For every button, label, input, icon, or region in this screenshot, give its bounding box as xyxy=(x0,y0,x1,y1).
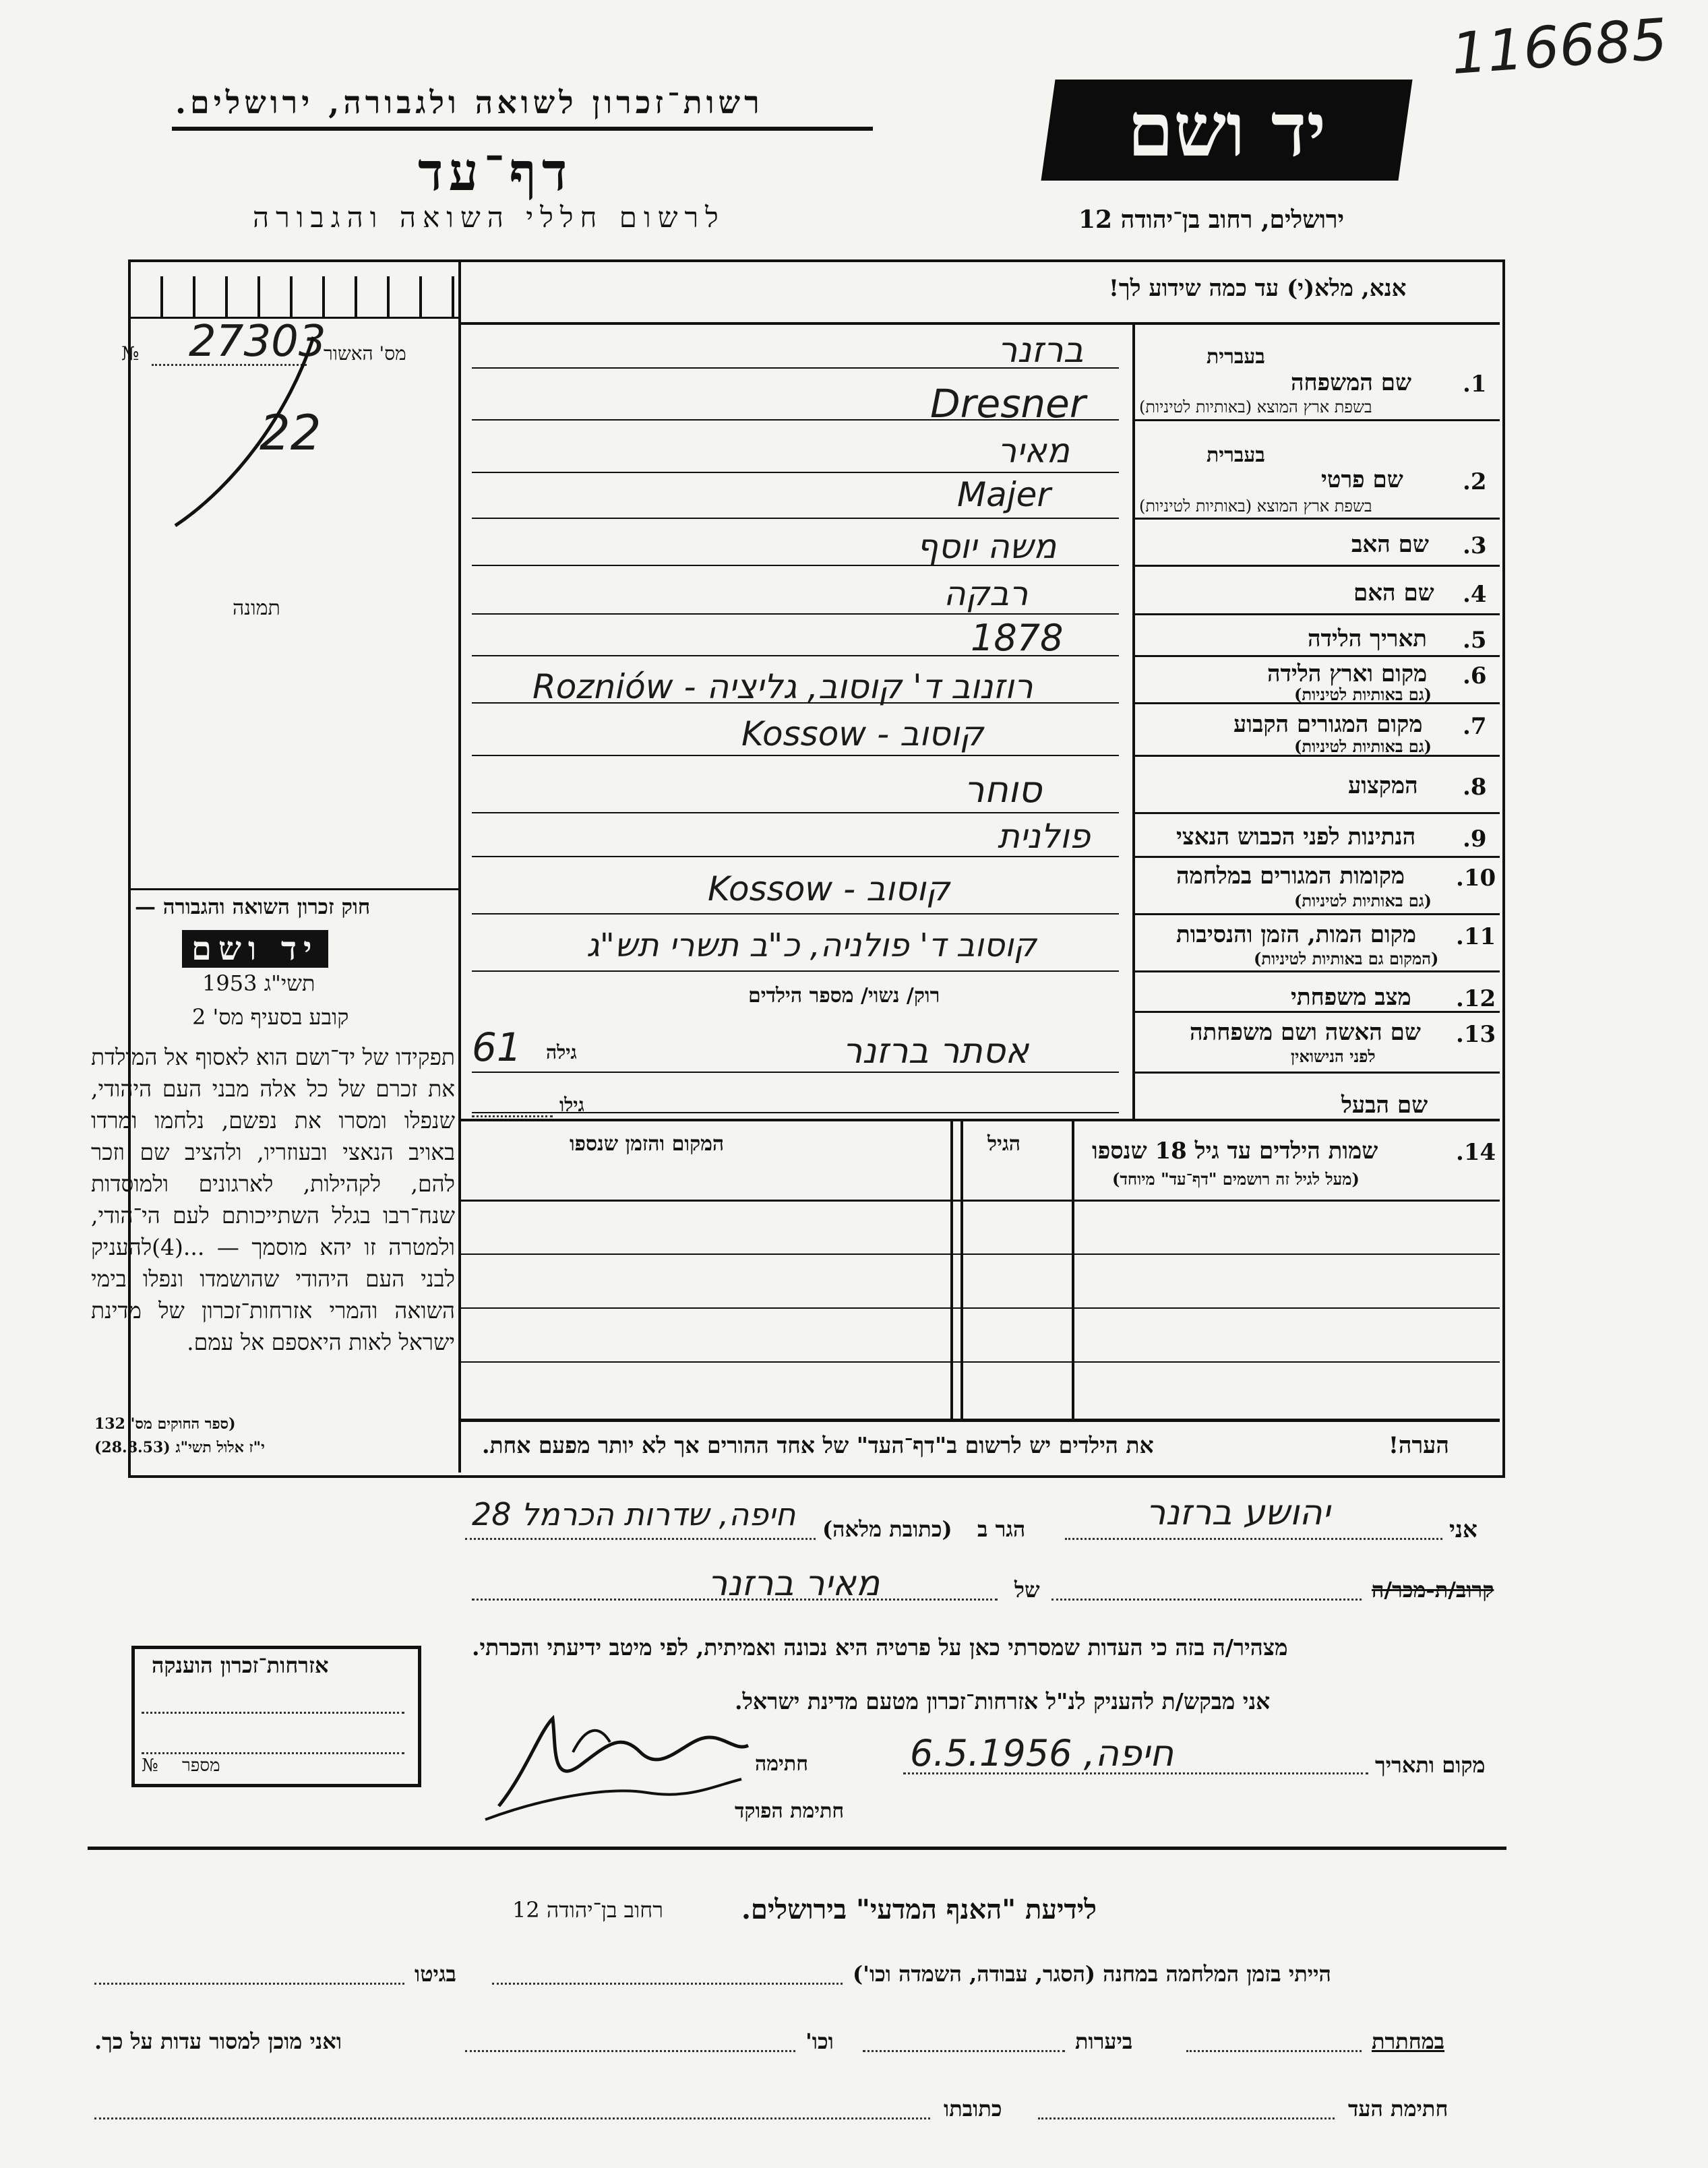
field-7-number: 7. xyxy=(1463,713,1487,740)
authority-title: רשות־זכרון לשואה ולגבורה, ירושלים. xyxy=(175,84,764,121)
field-13-label: שם האשה ושם משפחתה xyxy=(1190,1019,1421,1046)
law-ref-2: י"ז אלול תשי"ג (28.8.53) xyxy=(94,1439,265,1456)
field-1-label: שם המשפחה xyxy=(1291,369,1412,396)
field-6-label: מקום וארץ הלידה xyxy=(1267,660,1428,687)
relation-value: מאיר ברזנר xyxy=(708,1563,880,1604)
footer-line1-b: בגיטו xyxy=(415,1961,456,1987)
tear-strip xyxy=(131,276,458,317)
footer-line2-b: ביערות xyxy=(1075,2028,1133,2054)
authority-underline xyxy=(172,127,873,131)
field-1-sublabel: בעברית xyxy=(1207,345,1265,369)
left-column-divider xyxy=(458,259,461,1473)
relation-label: קרוב/ת-מכר/ה xyxy=(1372,1577,1494,1603)
field-13-age-value: 61 xyxy=(472,1024,522,1070)
field-10-label: מקומות המגורים במלחמה xyxy=(1176,863,1405,890)
law-text: תפקידו של יד־ושם הוא לאסוף אל המולדת את זכרם של כל אלה מבני העם היהודי, שנפלו ומסרו את נפשם, נלחמו ומרדו באויב הנאצי ובעוזריו, ולהציב שם וזכר להם, לקהילות, לארגונים ולמוסדות שנח־רבו בגלל השתייכותם לעם הי־הודי, ולמטרה זו יהא מוסמך — ...(4)להעניק לבני העם היהודי שהושמדו ונפלו בימי השואה והמרי אזרחות־זכרון של מדינת ישראל לאות היאספם אל עמם. xyxy=(91,1044,455,1355)
field-6-sublabel: (גם באותיות לטיניות) xyxy=(1294,685,1432,704)
field-2-number: 2. xyxy=(1463,468,1487,495)
field-12-number: 12. xyxy=(1456,985,1496,1012)
place-date-value: חיפה, 6.5.1956 xyxy=(910,1732,1174,1774)
note-text: את הילדים יש לרשום ב"דף־העד" של אחד ההורים אך לא יותר מפעם אחת. xyxy=(482,1432,1154,1458)
declaration-statement: מצהיר/ה בזה כי העדות שמסרתי כאן על פרטיה היא נכונה ואמיתית, לפי מיטב ידיעתי והכרתי. xyxy=(472,1634,1288,1661)
officer-signature-label: חתימת הפוקד xyxy=(735,1799,845,1823)
declarant-name: יהושע ברזנר xyxy=(1146,1493,1331,1533)
field-6-number: 6. xyxy=(1463,662,1487,689)
field-7-sublabel: (גם באותיות לטיניות) xyxy=(1294,737,1432,756)
field-11-value: קוסוב ד' פולניה, כ"ב תשרי תש"ג xyxy=(586,927,1037,964)
approval-number: 27303 xyxy=(189,317,326,367)
approval-no-symbol: № xyxy=(121,342,140,365)
field-10-number: 10. xyxy=(1456,865,1496,892)
field-13-age-label: גילה xyxy=(546,1041,577,1063)
footer-line2-a: במחתרת xyxy=(1372,2028,1445,2054)
declaration-i-label: אני xyxy=(1449,1516,1477,1543)
children-sublabel: (מעל לגיל זה רושמים "דף־עד" מיוחד) xyxy=(1112,1169,1360,1189)
field-9-number: 9. xyxy=(1463,826,1487,853)
field-1-sublabel-2: בשפת ארץ המוצא (באותיות לטיניות) xyxy=(1139,398,1372,416)
field-13-sublabel: לפני הנישואין xyxy=(1291,1047,1376,1066)
resides-label: הגר ב xyxy=(977,1516,1026,1542)
declarant-signature xyxy=(472,1705,755,1826)
field-1-value-latin: Dresner xyxy=(930,381,1086,427)
footer-title: לידיעת "האנף המדעי" בירושלים. xyxy=(741,1894,1097,1925)
field-1-value-hebrew: ברזנר xyxy=(998,330,1084,371)
field-10-sublabel: (גם באותיות לטיניות) xyxy=(1294,891,1432,910)
field-4-label: שם האם xyxy=(1353,580,1434,607)
yad-vashem-logo xyxy=(1041,80,1412,181)
form-subtitle: לרשום חללי השואה והגבורה xyxy=(253,201,725,234)
logo-text: יד ושם xyxy=(1127,86,1326,173)
footer-line3-a: חתימת העד xyxy=(1348,2096,1448,2121)
field-5-number: 5. xyxy=(1463,627,1487,654)
husband-label: שם הבעל xyxy=(1341,1092,1428,1119)
place-date-label: מקום ותאריך xyxy=(1375,1752,1486,1778)
field-8-value: סוחר xyxy=(964,768,1042,811)
field-2-sublabel: בעברית xyxy=(1207,443,1265,467)
photo-label: תמונה xyxy=(233,596,280,620)
footer-line3-b: כתובתו xyxy=(944,2096,1002,2121)
field-3-number: 3. xyxy=(1463,532,1487,559)
field-13-value: אסתר ברזנר xyxy=(843,1031,1029,1072)
field-10-value: קוסוב - Kossow xyxy=(708,869,950,908)
field-5-value: 1878 xyxy=(971,617,1064,659)
field-1-number: 1. xyxy=(1463,371,1487,398)
archive-number: 116685 xyxy=(1449,5,1670,88)
field-9-value: פולנית xyxy=(998,817,1091,856)
field-14-number: 14. xyxy=(1456,1139,1496,1166)
footer-address: רחוב בן־יהודה 12 xyxy=(512,1897,663,1923)
children-col-age: הגיל xyxy=(987,1132,1021,1156)
law-title: חוק זכרון השואה והגבורה — xyxy=(135,895,371,919)
field-11-sublabel: (המקום גם באותיות לטיניות) xyxy=(1254,949,1439,968)
law-section: קובע בסעיף מס' 2 xyxy=(192,1004,349,1030)
field-9-label: הנתינות לפני הכבוש הנאצי xyxy=(1176,824,1416,850)
of-label: של xyxy=(1014,1577,1040,1603)
footer-line2-c: וכו' xyxy=(805,2028,834,2054)
law-year: תשי"ג 1953 xyxy=(202,970,315,996)
field-7-value: קוסוב - Kossow xyxy=(741,714,984,753)
field-3-value: משה יוסף xyxy=(917,527,1057,566)
form-title: דף־עד xyxy=(418,142,573,203)
approval-note: 22 xyxy=(260,404,322,461)
field-2-label: שם פרטי xyxy=(1321,466,1403,493)
law-logo: יד ושם xyxy=(182,930,328,968)
full-address-label: (כתובת מלאה) xyxy=(822,1516,952,1542)
field-11-label: מקום המות, הזמן והנסיבות xyxy=(1176,921,1417,948)
approval-label: מס' האשור xyxy=(324,342,406,365)
field-2-value-hebrew: מאיר xyxy=(998,431,1070,470)
citizenship-number-label: מספר xyxy=(182,1756,220,1776)
note-label: הערה! xyxy=(1389,1432,1449,1459)
intro-text: אנא, מלא(י) עד כמה שידוע לך! xyxy=(1109,275,1407,302)
law-ref-1: (ספר החוקים מס' 132 xyxy=(94,1415,236,1433)
signature-label: חתימה xyxy=(755,1752,808,1776)
children-col-place-time: המקום והזמן שנספו xyxy=(570,1132,725,1156)
field-13-number: 13. xyxy=(1456,1021,1496,1048)
declarant-address: חיפה, שדרות הכרמל 28 xyxy=(472,1496,796,1532)
address: ירושלים, רחוב בן־יהודה 12 xyxy=(1078,206,1345,234)
field-3-label: שם האב xyxy=(1351,531,1429,558)
field-4-value: רבקה xyxy=(944,574,1029,613)
footer-line1-a: הייתי בזמן המלחמה במחנה (הסגר, עבודה, השמדה וכו') xyxy=(853,1961,1331,1987)
children-label: שמות הילדים עד גיל 18 שנספו xyxy=(1092,1138,1378,1165)
citizenship-number-symbol: № xyxy=(142,1756,158,1776)
field-5-label: תאריך הלידה xyxy=(1308,625,1428,652)
declaration-request: אני מבקש/ת להעניק לנ"ל אזרחות־זכרון מטעם מדינת ישראל. xyxy=(735,1688,1271,1714)
field-6-value: רוזנוב ד' קוסוב, גליציה - Rozniów xyxy=(532,667,1033,706)
field-8-label: המקצוע xyxy=(1348,772,1418,799)
field-11-number: 11. xyxy=(1456,923,1496,950)
fields-label-divider xyxy=(1132,322,1135,1119)
field-12-options: רוק/ נשוי/ מספר הילדים xyxy=(748,984,940,1008)
field-4-number: 4. xyxy=(1463,581,1487,608)
footer-line2-d: ואני מוכן למסור עדות על כך. xyxy=(94,2028,342,2054)
citizenship-box-title: אזרחות־זכרון הוענקה xyxy=(152,1652,329,1678)
approval-slash-mark xyxy=(155,330,330,532)
field-7-label: מקום המגורים הקבוע xyxy=(1233,711,1423,738)
field-8-number: 8. xyxy=(1463,774,1487,801)
husband-age-label: גילו xyxy=(559,1094,584,1116)
field-2-value-latin: Majer xyxy=(957,475,1051,514)
field-2-sublabel-2: בשפת ארץ המוצא (באותיות לטיניות) xyxy=(1139,497,1372,516)
field-12-label: מצב משפחתי xyxy=(1291,984,1411,1011)
